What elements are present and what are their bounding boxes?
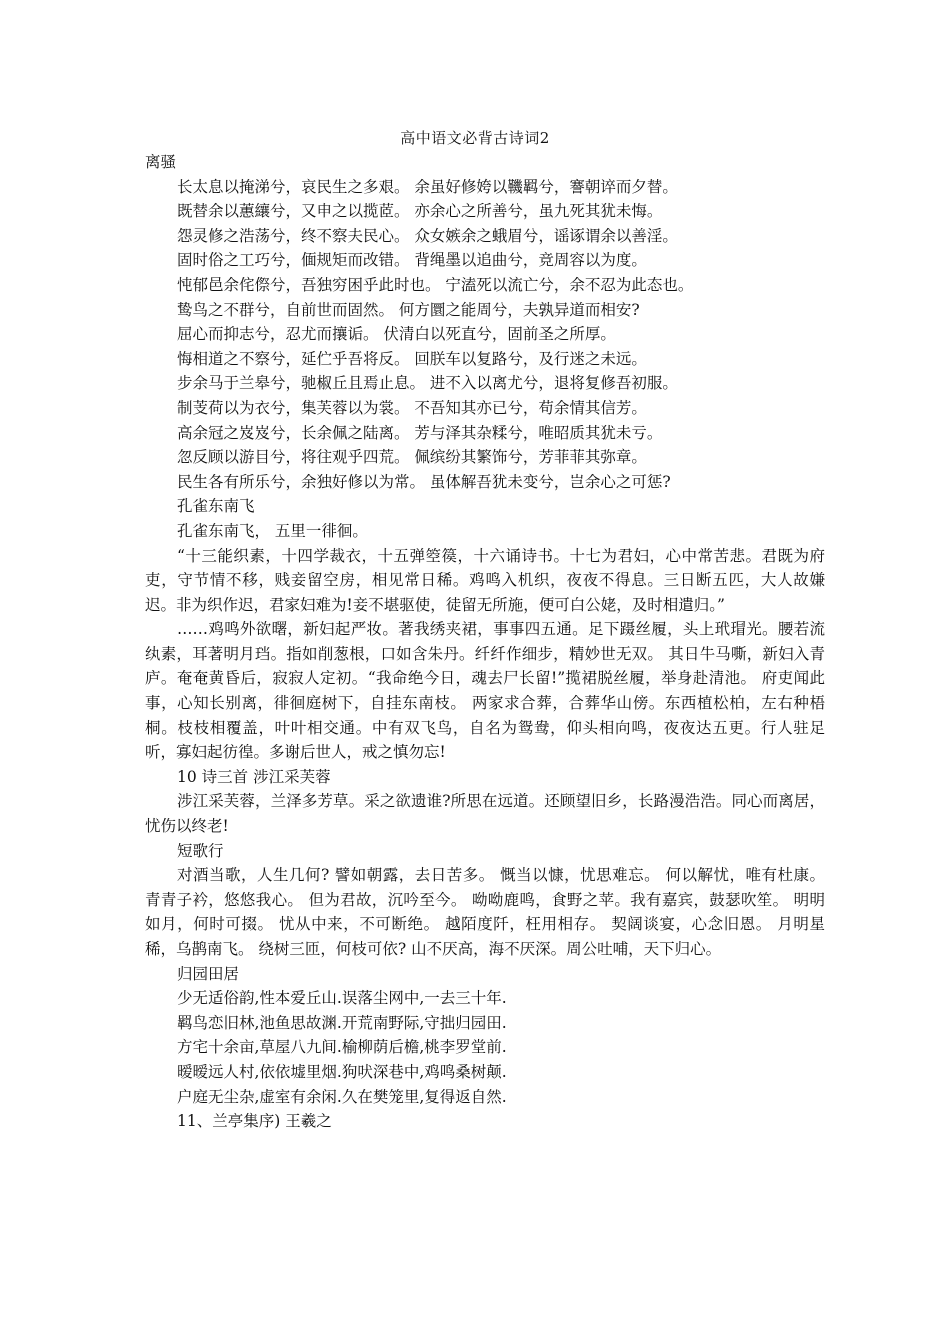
poem-line: 固时俗之工巧兮，偭规矩而改错。 背绳墨以追曲兮，竞周容以为度。 [177, 251, 647, 270]
poem-line: 高余冠之岌岌兮，长余佩之陆离。 芳与泽其杂糅兮，唯昭质其犹未亏。 [177, 423, 663, 442]
poem-paragraph: “十三能织素，十四学裁衣，十五弹箜篌，十六诵诗书。十七为君妇，心中常苦悲。君既为府吏，守节情不移，贱妾留空房，相见常日稀。鸡鸣入机织，夜夜不得息。三日断五匹，大人故嫌迟。非为织作迟，君家妇难为!妾不堪驱使，徒留无所施，便可白公姥，及时相遣归。” [145, 546, 825, 614]
poem-paragraph: 涉江采芙蓉，兰泽多芳草。采之欲遗谁?所思在远道。还顾望旧乡，长路漫浩浩。同心而离居，忧伤以终老! [145, 792, 825, 836]
poem-line: 鸷鸟之不群兮，自前世而固然。 何方圜之能周兮，夫孰异道而相安? [177, 300, 640, 319]
poem-line: 羁鸟恋旧林,池鱼思故渊.开荒南野际,守拙归园田. [177, 1013, 507, 1032]
poem-line: 孔雀东南飞， 五里一徘徊。 [177, 521, 368, 540]
section-heading-shijiang: 10 诗三首 涉江采芙蓉 [177, 767, 331, 786]
section-heading-guiyuan: 归园田居 [177, 964, 240, 983]
poem-line: 悔相道之不察兮，延伫乎吾将反。 回朕车以复路兮，及行迷之未远。 [177, 349, 647, 368]
section-heading-duange: 短歌行 [177, 841, 224, 860]
poem-line: 暧暧远人村,依依墟里烟.狗吠深巷中,鸡鸣桑树颠. [177, 1062, 507, 1081]
poem-line: 少无适俗韵,性本爱丘山.误落尘网中,一去三十年. [177, 989, 507, 1008]
poem-line: 屈心而抑志兮，忍尤而攘诟。 伏清白以死直兮，固前圣之所厚。 [177, 325, 616, 344]
poem-line: 忽反顾以游目兮，将往观乎四荒。 佩缤纷其繁饰兮，芳菲菲其弥章。 [177, 448, 647, 467]
section-heading-lisao: 离骚 [145, 153, 177, 171]
section-heading-kongque: 孔雀东南飞 [177, 497, 255, 516]
poem-line: 户庭无尘杂,虚室有余闲.久在樊笼里,复得返自然. [177, 1087, 507, 1106]
document-body [145, 150, 825, 1134]
poem-line: 制芰荷以为衣兮，集芙蓉以为裳。 不吾知其亦已兮，苟余情其信芳。 [177, 398, 647, 417]
section-heading-lanting: 11、兰亭集序) 王羲之 [177, 1112, 332, 1131]
poem-line: 忳郁邑余侘傺兮，吾独穷困乎此时也。 宁溘死以流亡兮，余不忍为此态也。 [177, 275, 694, 294]
poem-paragraph: 对酒当歌，人生几何? 譬如朝露，去日苦多。 慨当以慷，忧思难忘。 何以解忧，唯有杜康。 青青子衿，悠悠我心。 但为君故，沉吟至今。 呦呦鹿鸣，食野之苹。我有嘉宾，鼓瑟吹笙。 明明如月，何时可掇。 忧从中来，不可断绝。 越陌度阡，枉用相存。 契阔谈宴，心念旧恩。 月明星稀，乌鹊南飞。 绕树三匝，何枝可依? 山不厌高，海不厌深。周公吐哺，天下归心。 [145, 866, 825, 958]
poem-line: 民生各有所乐兮，余独好修以为常。 虽体解吾犹未变兮，岂余心之可惩? [177, 472, 671, 491]
poem-line: 长太息以掩涕兮，哀民生之多艰。 余虽好修姱以鞿羁兮，謇朝谇而夕替。 [177, 177, 678, 196]
poem-line: 方宅十余亩,草屋八九间.榆柳荫后檐,桃李罗堂前. [177, 1038, 507, 1057]
poem-line: 怨灵修之浩荡兮，终不察夫民心。 众女嫉余之蛾眉兮，谣诼谓余以善淫。 [177, 226, 678, 245]
document-title: 高中语文必背古诗词2 [400, 129, 550, 147]
poem-paragraph: ……鸡鸣外欲曙，新妇起严妆。著我绣夹裙，事事四五通。足下蹑丝履，头上玳瑁光。腰若流纨素，耳著明月珰。指如削葱根，口如含朱丹。纤纤作细步，精妙世无双。 其日牛马嘶，新妇入青庐。奄奄黄昏后，寂寂人定初。“我命绝今日，魂去尸长留!”揽裙脱丝履，举身赴清池。 府吏闻此事，心知长别离，徘徊庭树下，自挂东南枝。 两家求合葬，合葬华山傍。东西植松柏，左右种梧桐。枝枝相覆盖，叶叶相交通。中有双飞鸟，自名为鸳鸯，仰头相向鸣，夜夜达五更。行人驻足听，寡妇起彷徨。多谢后世人，戒之慎勿忘! [145, 620, 825, 762]
poem-line: 步余马于兰皋兮，驰椒丘且焉止息。 进不入以离尤兮，退将复修吾初服。 [177, 374, 678, 393]
poem-line: 既替余以蕙纕兮，又申之以揽茝。 亦余心之所善兮，虽九死其犹未悔。 [177, 202, 663, 221]
